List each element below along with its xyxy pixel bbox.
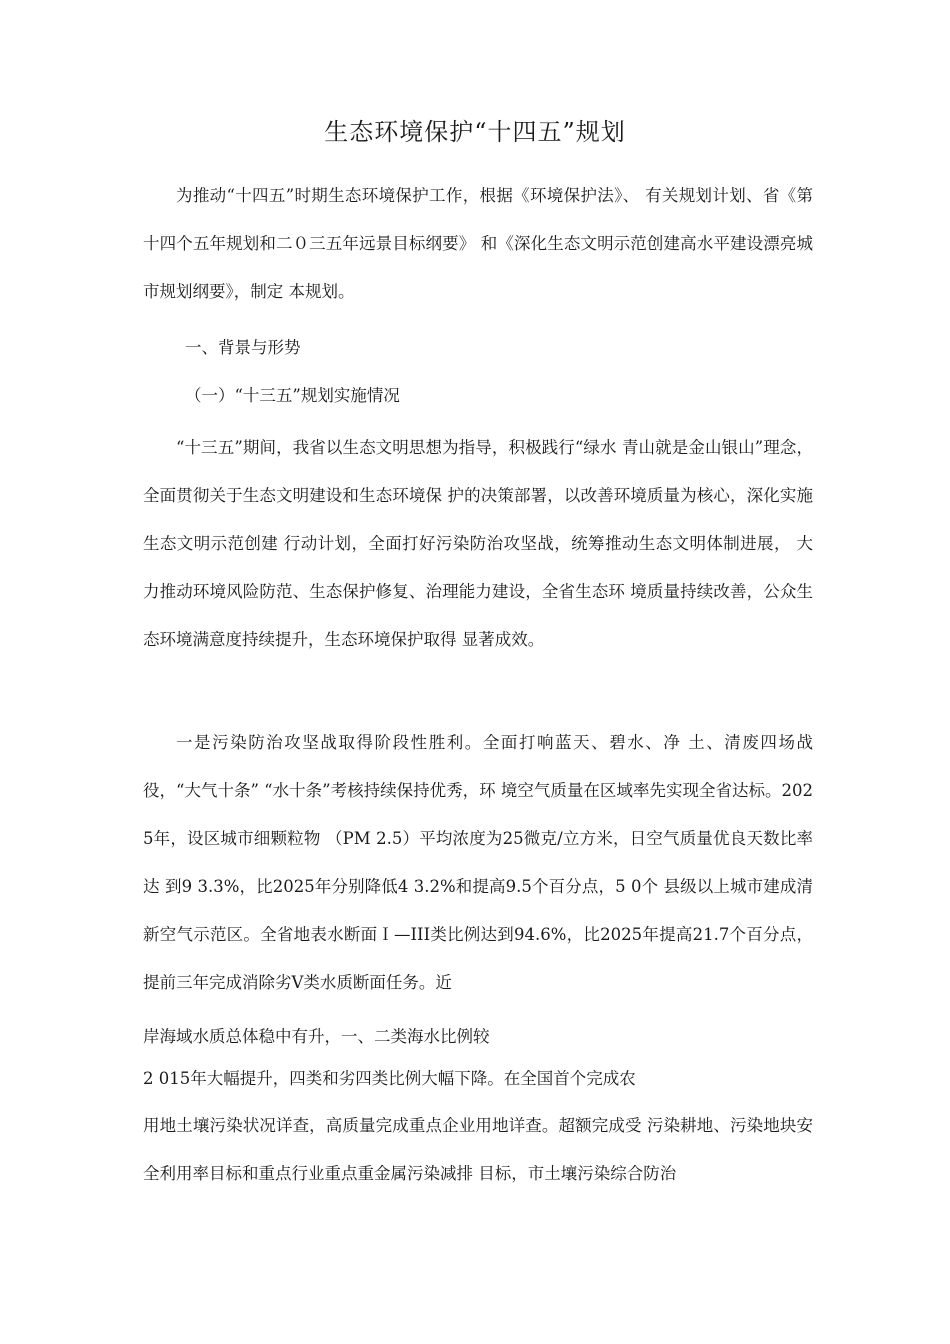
text-line: 2 015年大幅提升，四类和劣四类比例大幅下降。在全国首个完成农 <box>143 1069 636 1088</box>
document-title: 生态环境保护“十四五”规划 <box>324 118 626 146</box>
section-heading-background: 一、背景与形势 <box>185 338 301 357</box>
soil-paragraph: 用地土壤污染状况详查，高质量完成重点企业用地详查。超额完成受 污染耕地、污染地块安全利用率目标和重点行业重点重金属污染减排 目标，市土壤污染综合防治 <box>143 1116 813 1183</box>
overview-paragraph: “十三五”期间，我省以生态文明思想为指导，积极践行“绿水 青山就是金山银山”理念，全面贯彻关于生态文明建设和生态环境保 护的决策部署，以改善环境质量为核心，深化实施生态文明示范创建 行动计划，全面打好污染防治攻坚战，统筹推动生态文明体制进展， 大力推动环境风险防范、生态保护修复、治理能力建设，全省生态环 境质量持续改善，公众生态环境满意度持续提升，生态环境保护取得 显著成效。 <box>143 438 813 649</box>
subsection-heading-implementation: （一）“十三五”规划实施情况 <box>185 386 400 405</box>
intro-paragraph: 为推动“十四五”时期生态环境保护工作，根据《环境保护法》、 有关规划计划、省《第十四个五年规划和二０三五年远景目标纲要》 和《深化生态文明示范创建高水平建设漂亮城市规划纲要》，制定 本规划。 <box>143 186 813 301</box>
text-line: 岸海域水质总体稳中有升，一、二类海水比例较 <box>143 1027 490 1046</box>
pollution-paragraph: 一是污染防治攻坚战取得阶段性胜利。全面打响蓝天、碧水、净 土、清废四场战役，“大气十条” “水十条”考核持续保持优秀，环 境空气质量在区域率先实现全省达标。2025年，设区城市细颗粒物 （PM 2.5）平均浓度为25微克/立方米，日空气质量优良天数比率达 到9 3.3%，比2025年分别降低4 3.2%和提高9.5个百分点，5 0个 县级以上城市建成清新空气示范区。全省地表水断面Ｉ—III类比例达到94.6%，比2025年提高21.7个百分点，提前三年完成消除劣Ⅴ类水质断面任务。近 <box>143 733 813 992</box>
